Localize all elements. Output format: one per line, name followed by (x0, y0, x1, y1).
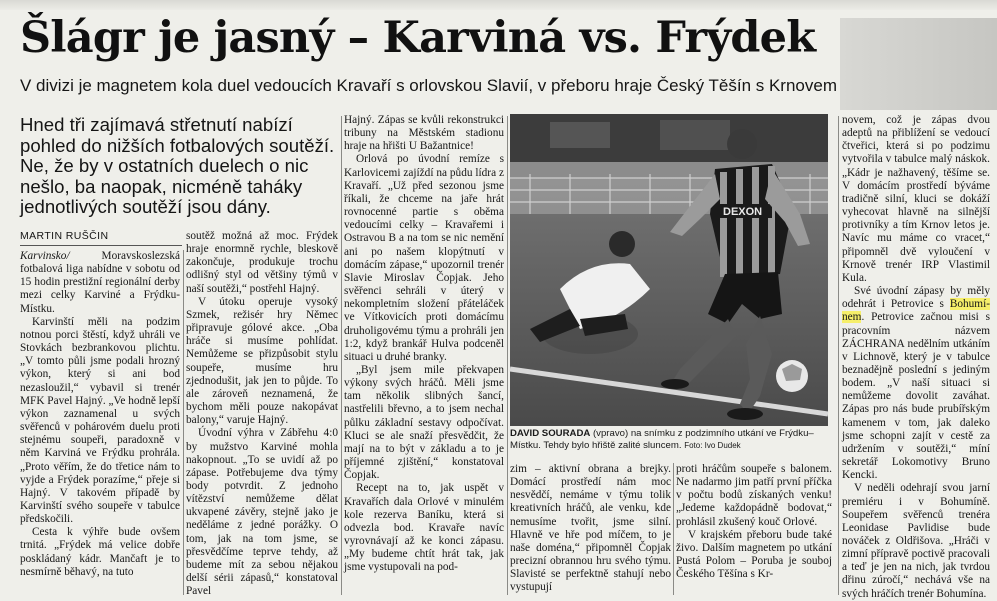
column-divider (183, 250, 184, 595)
paragraph: Recept na to, jak uspět v Kravařích dala Orlové v minulém kole rezerva Baníku, která si odvezla bod. Kravaře navíc vyrovnávají až ke konci zápasu. „My budeme chtít hrát tak, jak jsme vystupovali na pod- (344, 482, 504, 574)
paragraph: „Byl jsem mile překvapen výkony svých hráčů. Měli jsme tam několik slibných šancí, nastřelili břevno, a to jsem nechal půlku základní sestavy odpočívat. Kluci se ale snaží přesvědčit, že mají na to být v základu a to je příjemné zjištění,“ konstatoval Čopjak. (344, 363, 504, 482)
paragraph (20, 250, 180, 316)
paragraph-text: . Petrovice začnou misi s pracovním názvem ZÁCHRANA nedělním utkáním v Lichnově, který je v tabulce beznadějně poslední s jediným bodem. „V naší situaci si nemůžeme dovolit zaváhat. Zápas pro nás bude prubířským kamenem v tom, jak daleko jsme schopni zajít v cestě za udržením v soutěži,“ míní sekretář Lokomotivy Bruno Kencki. (842, 311, 990, 482)
photo-illustration (510, 114, 828, 426)
paragraph: V neděli odehrají svou jarní premiéru i v Bohumíně. Soupeřem svěřenců trenéra Leonidase Pavlidise bude nováček z Oldřišova. „Hráči v zimní přípravě poctivě pracovali a teď je jen na nich, jak tvrdou dřinu zúročí,“ nechává vše na svých hráčích trenér Bohumína. (842, 482, 990, 600)
subtitle: V divizi je magnetem kola duel vedoucích Kravaří s orlovskou Slavií, v přeboru hraje Český Těšín s Krnovem (20, 76, 837, 95)
paragraph-text: Své úvodní zápasy by měly odehrát i Petrovice s (842, 285, 990, 311)
adjacent-page-fragment (840, 18, 997, 110)
column-divider (341, 116, 342, 595)
highlighted-text: Bohumí- (949, 298, 990, 311)
top-strip (0, 0, 997, 10)
headline: Šlágr je jasný – Karviná vs. Frýdek (20, 13, 816, 63)
paragraph-text: Moravskoslezská fotbalová liga nabídne v sobotu od 15 hodin prestižní regionální derby mezi celky Karviné a Frýdku-Místku. (20, 250, 180, 315)
paragraph: Karvinští měli na podzim notnou porci štěstí, když uhráli ve Stovkách bezbrankovou plichtu. „V tomto půli jsme podali hrozný výkon, který si ani bod nezasloužil,“ vybavil si trenér MFK Pavel Hajný. „Ve hodně lepší výkon zaznamenal u svých svěřenců v pohárovém duelu proti stejnému soupeři, paradoxně v něm Karviná ve Frýdku prohrála. „Proto věřím, že do třetice nám to vyjde a Frýdek porazíme,“ přeje si Hajný. V takovém případě by Karvinští svého soupeře v tabulce předskočili. (20, 315, 181, 526)
paragraph: soutěž možná až moc. Frýdek hraje enormně rychle, bleskově zakončuje, produkuje trochu odlišný styl od většiny týmů v naší soutěži,“ postřehl Hajný. (186, 230, 338, 295)
photo-credit: Foto: Ivo Dudek (684, 441, 741, 450)
paragraph: zim – aktivní obrana a brejky. Domácí prostředí nám moc nesvědčí, nemáme v týmu tolik kreativních hráčů, ale venku, kde nemusíme tvořit, jsme silní. Hlavně ve hře pod míčem, to je naše doména,“ připomněl Čopjak precizní obrannou hru svého týmu. Slavisté se perfektně stahují nebo vystupují (510, 463, 671, 594)
photo-caption (510, 428, 830, 452)
column-divider (507, 116, 508, 595)
article-column-1 (20, 250, 180, 598)
paragraph: Úvodní výhra v Zábřehu 4:0 by mužstvo Karviné mohla nakopnout. „To se uvidí až po zápase. Potřebujeme dva týmy body potvrdit. Z jednoho vítězství nemůžeme dělat ukvapené závěry, stejně jako je neděláme z jedné porážky. O tom, jak na tom jsme, se přesvědčíme teprve tehdy, až budeme mít za sebou nějakou delší sérii zápasů,“ konstatoval Pavel (186, 427, 338, 598)
byline: MARTIN RUŠČIN (20, 230, 182, 246)
paragraph: proti hráčům soupeře s balonem. Ne nadarmo jim patří první příčka v počtu bodů získaných venku! „Jedeme každopádně bodovat,“ prohlásil zkušený kouč Orlové. (676, 463, 832, 528)
paragraph: Orlová po úvodní remíze s Karlovicemi zajíždí na půdu lídra z Kravaří. „Už před sezonou jsme říkali, že chceme na jaře hrát rovnocenné partie s oběma vedoucími celky – Kravařemi i Ostravou B a na tom se nic nemění ani po našem klopýtnutí v domácím zápase,“ upozornil trenér Slavie Miroslav Čopjak. Jeho svěřenci sehráli v úterý v nekompletním složení přáteláček ve Vítkovicích proti domácímu druholigovému týmu a prohráli jen 1:2, když brankář Hulva podceněl situaci u druhé branky. (344, 153, 504, 363)
paragraph: Hajný. Zápas se kvůli rekonstrukci tribuny na Městském stadionu hraje na hřišti U Bažantnice! (344, 114, 504, 153)
column-divider (673, 463, 674, 595)
lead-paragraph: Hned tři zajímavá střetnutí nabízí pohled do nižších fotbalových soutěží. Ne, že by v ostatních duelech o nic nešlo, ba naopak, nicméně taháky jednotlivých soutěží jsou dány. (20, 114, 335, 217)
caption-text: (vpravo) na snímku z podzimního utkání ve Frýdku–Místku. Tehdy bylo hřiště zalité sluncem. (510, 428, 814, 451)
paragraph: V útoku operuje vysoký Szmek, režisér hry Němec připravuje gólové akce. „Oba hráče si musíme pohlídat. Nemůžeme se přizpůsobit stylu soupeře, musíme hru zjednodušit, jak jen to půjde. To ale zároveň neznamená, že bychom měli pouze nakopávat balony,“ varuje Hajný. (186, 295, 338, 427)
article-column-4 (510, 463, 671, 598)
article-column-5 (676, 463, 832, 598)
dateline: Karvinsko/ (20, 250, 70, 262)
article-column-2 (186, 230, 338, 598)
column-divider (838, 116, 839, 595)
highlighted-text: nem (842, 311, 862, 324)
paragraph (842, 285, 990, 482)
paragraph: V krajském přeboru bude také živo. Dalším magnetem po utkání Pustá Polom – Poruba je souboj Českého Těšína s Kr- (676, 528, 832, 581)
football-match-photo (510, 114, 828, 426)
paragraph: novem, což je zápas dvou adeptů na přiblížení se vedoucí čtveřici, která si po podzimu vytvořila v tabulce malý náskok. „Kádr je nažhavený, těšíme se. V domácím prostředí býváme tradičně silní, kluci se dokáží vyhecovat hlavně na silnější protivníky a tím Krnov letos je. Navíc mu máme co vracet,“ připomněl dvě vyloučení v Krnově trenér IRP Vlastimil Kula. (842, 114, 990, 284)
article-column-6 (842, 114, 990, 598)
paragraph: Cesta k výhře bude ovšem trnitá. „Frýdek má velice dobře poskládaný kádr. Mančaft je to nesmírně běhavý, na tuto (20, 526, 180, 578)
article-column-3 (344, 114, 504, 574)
caption-subject-name: DAVID SOURADA (510, 428, 591, 439)
jersey-sponsor-text: DEXON (723, 206, 763, 218)
